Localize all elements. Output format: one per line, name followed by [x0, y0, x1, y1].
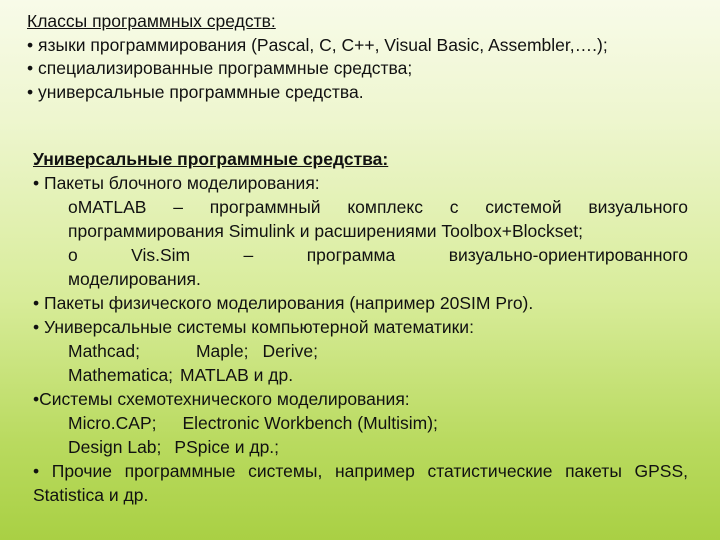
derive-item: Derive; — [262, 341, 318, 361]
math-systems-title: • Универсальные системы компьютерной математики: — [33, 317, 474, 337]
program-classes-heading-colon: : — [270, 11, 276, 31]
vissim-word: программа — [306, 245, 396, 265]
designlab-item: Design Lab; — [68, 437, 162, 457]
matlab-line-2: программирования Simulink и расширениями Toolbox+Blockset; — [68, 221, 583, 241]
universal-tools-block — [33, 147, 688, 507]
vissim-line-1 — [33, 243, 688, 267]
other-systems-paragraph: • Прочие программные системы, например статистические пакеты GPSS, Statistica и др. — [33, 461, 688, 505]
circuit-modeling-row-1 — [33, 411, 688, 435]
list-item: • универсальные программные средства. — [27, 81, 364, 102]
pspice-item: PSpice и др.; — [174, 437, 280, 457]
vissim-desc: визуально-ориентированного — [448, 245, 688, 265]
math-systems-row-2 — [33, 363, 688, 387]
program-classes-heading — [27, 10, 697, 34]
program-classes-block — [27, 10, 697, 104]
math-systems-row-1 — [33, 339, 688, 363]
microcap-item: Micro.CAP; — [68, 413, 157, 433]
list-item: • языки программирования (Pascal, C, C++, Visual Basic, Assembler,….); — [27, 34, 608, 55]
vissim-marker: о — [68, 245, 78, 265]
vissim-name: Vis.Sim — [131, 245, 191, 265]
mathcad-item: Mathcad; — [68, 341, 140, 361]
maple-item: Maple; — [195, 341, 249, 361]
circuit-modeling-row-2 — [33, 435, 688, 459]
mathematica-item: Mathematica; — [68, 365, 174, 385]
list-item: • специализированные программные средства; — [27, 58, 413, 78]
ewb-item: Electronic Workbench (Multisim); — [182, 413, 438, 433]
matlab-line-1: оMATLAB – программный комплекс с системой визуального — [68, 197, 688, 217]
vissim-line-2: моделирования. — [68, 269, 201, 289]
universal-tools-heading: Универсальные программные средства: — [33, 149, 389, 169]
matlab-item: MATLAB и др. — [180, 365, 294, 385]
physical-modeling-title: • Пакеты физического моделирования (например 20SIM Pro). — [33, 293, 534, 313]
vissim-dash: – — [243, 245, 254, 265]
program-classes-heading-text: Классы программных средств — [27, 11, 271, 31]
block-modeling-title: • Пакеты блочного моделирования: — [33, 173, 320, 193]
circuit-modeling-title: •Системы схемотехнического моделирования: — [33, 389, 410, 409]
